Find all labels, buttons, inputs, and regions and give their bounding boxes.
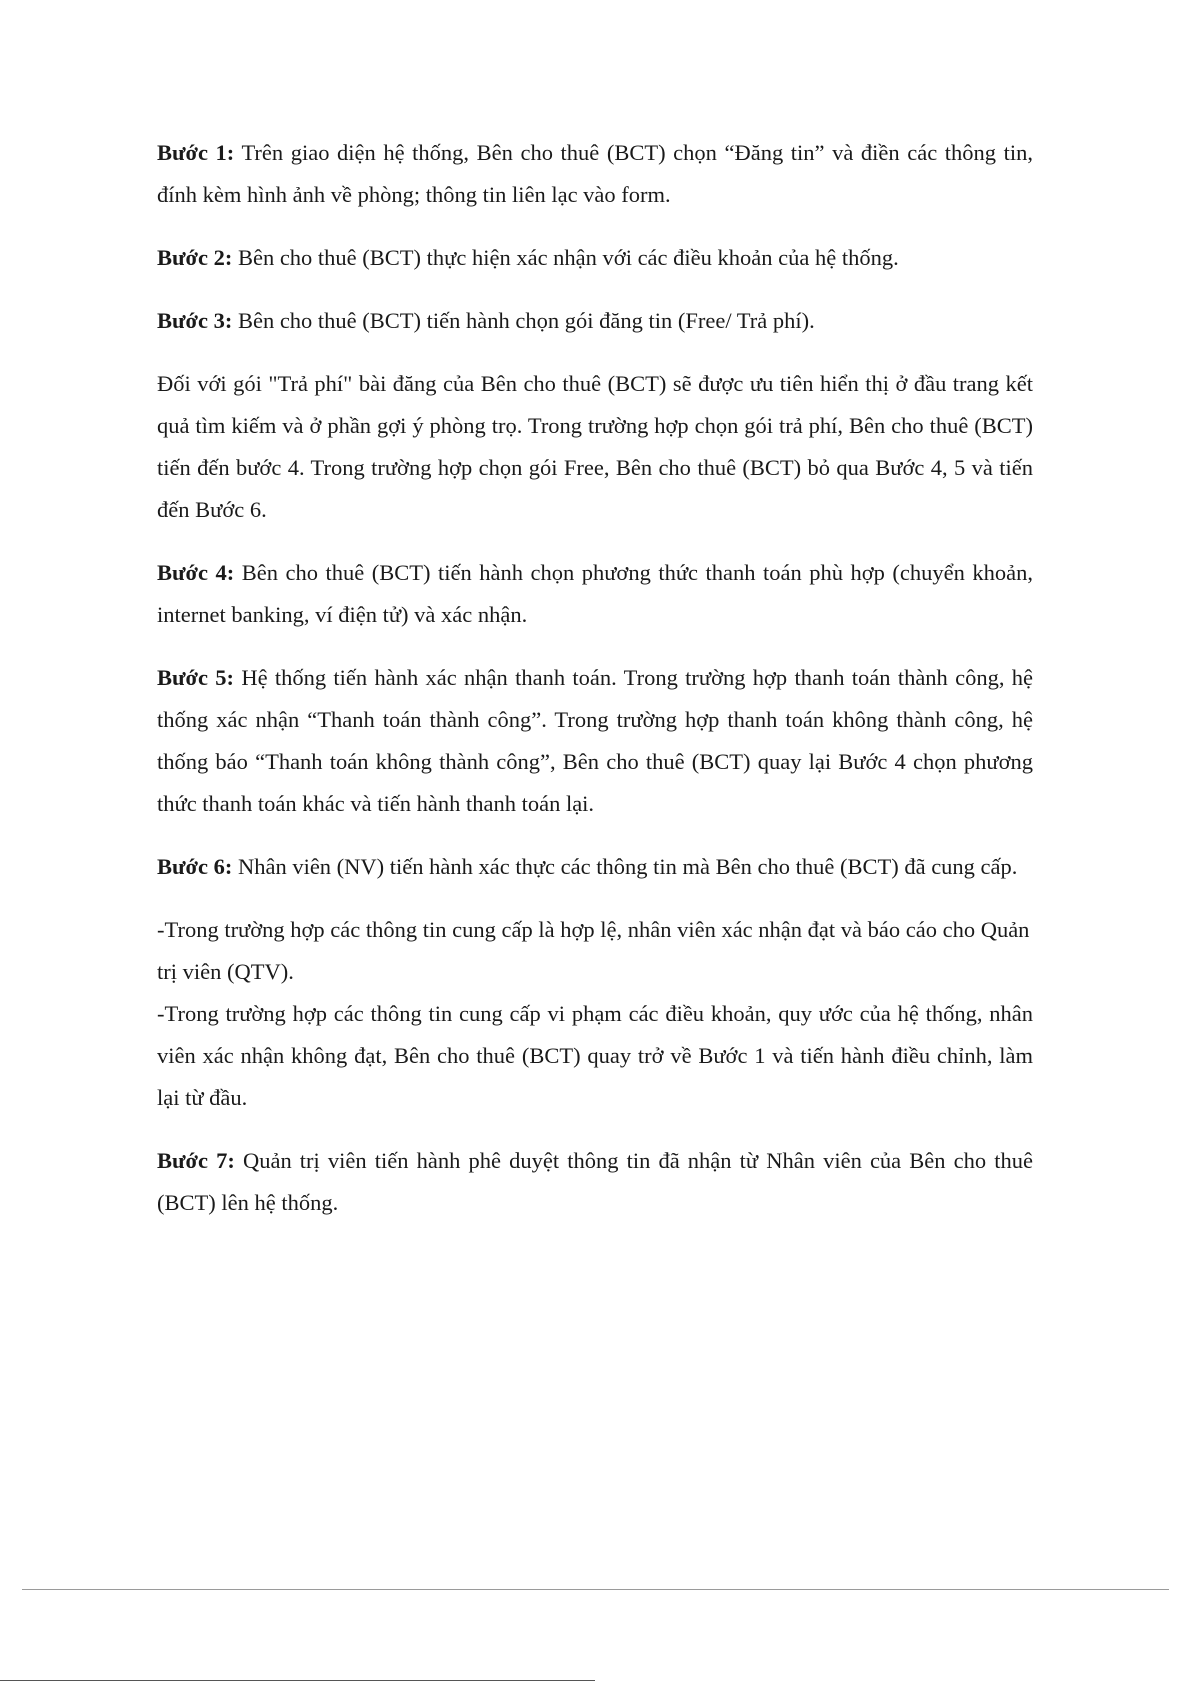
case-invalid-paragraph: -Trong trường hợp các thông tin cung cấp vi phạm các điều khoản, quy ước của hệ thống, nhân viên xác nhận không đạt, Bên cho thuê (BCT) quay trở về Bước 1 và tiến hành điều chỉnh, làm lại từ đầu.: [157, 1001, 1033, 1110]
document-body: [157, 132, 1033, 1245]
step-3-label: Bước 3:: [157, 308, 233, 333]
step-2-text: Bên cho thuê (BCT) thực hiện xác nhận với các điều khoản của hệ thống.: [237, 245, 899, 270]
step-3-text: Bên cho thuê (BCT) tiến hành chọn gói đăng tin (Free/ Trả phí).: [237, 308, 815, 333]
page-divider: [22, 1589, 1169, 1590]
step-5-text: Hệ thống tiến hành xác nhận thanh toán. Trong trường hợp thanh toán thành công, hệ thống xác nhận “Thanh toán thành công”. Trong trường hợp thanh toán không thành công, hệ thống báo “Thanh toán không thành công”, Bên cho thuê (BCT) quay lại Bước 4 chọn phương thức thanh toán khác và tiến hành thanh toán lại.: [157, 665, 1034, 816]
step-6-paragraph: [157, 846, 1033, 888]
case-valid-paragraph: -Trong trường hợp các thông tin cung cấp là hợp lệ, nhân viên xác nhận đạt và báo cáo cho Quản trị viên (QTV).: [157, 917, 1030, 984]
step-6-label: Bước 6:: [157, 854, 233, 879]
step-7-label: Bước 7:: [157, 1148, 235, 1173]
step-5-paragraph: [157, 657, 1033, 825]
paid-package-note: Đối với gói "Trả phí" bài đăng của Bên cho thuê (BCT) sẽ được ưu tiên hiển thị ở đầu trang kết quả tìm kiếm và ở phần gợi ý phòng trọ. Trong trường hợp chọn gói trả phí, Bên cho thuê (BCT) tiến đến bước 4. Trong trường hợp chọn gói Free, Bên cho thuê (BCT) bỏ qua Bước 4, 5 và tiến đến Bước 6.: [157, 371, 1033, 522]
step-1-label: Bước 1:: [157, 140, 235, 165]
step-4-paragraph: [157, 552, 1033, 636]
step-7-text: Quản trị viên tiến hành phê duyệt thông tin đã nhận từ Nhân viên của Bên cho thuê (BCT) lên hệ thống.: [157, 1148, 1033, 1215]
step-3-paragraph: [157, 300, 1033, 342]
step-5-label: Bước 5:: [157, 665, 235, 690]
step-2-paragraph: [157, 237, 1033, 279]
step-2-label: Bước 2:: [157, 245, 233, 270]
step-1-text: Trên giao diện hệ thống, Bên cho thuê (BCT) chọn “Đăng tin” và điền các thông tin, đính kèm hình ảnh về phòng; thông tin liên lạc vào form.: [157, 140, 1034, 207]
step-1-paragraph: [157, 132, 1033, 216]
step-4-label: Bước 4:: [157, 560, 235, 585]
step-6-text: Nhân viên (NV) tiến hành xác thực các thông tin mà Bên cho thuê (BCT) đã cung cấp.: [237, 854, 1018, 879]
footnote-rule: [0, 1680, 595, 1681]
step-4-text: Bên cho thuê (BCT) tiến hành chọn phương thức thanh toán phù hợp (chuyển khoản, internet banking, ví điện tử) và xác nhận.: [157, 560, 1034, 627]
step-7-paragraph: [157, 1140, 1033, 1224]
